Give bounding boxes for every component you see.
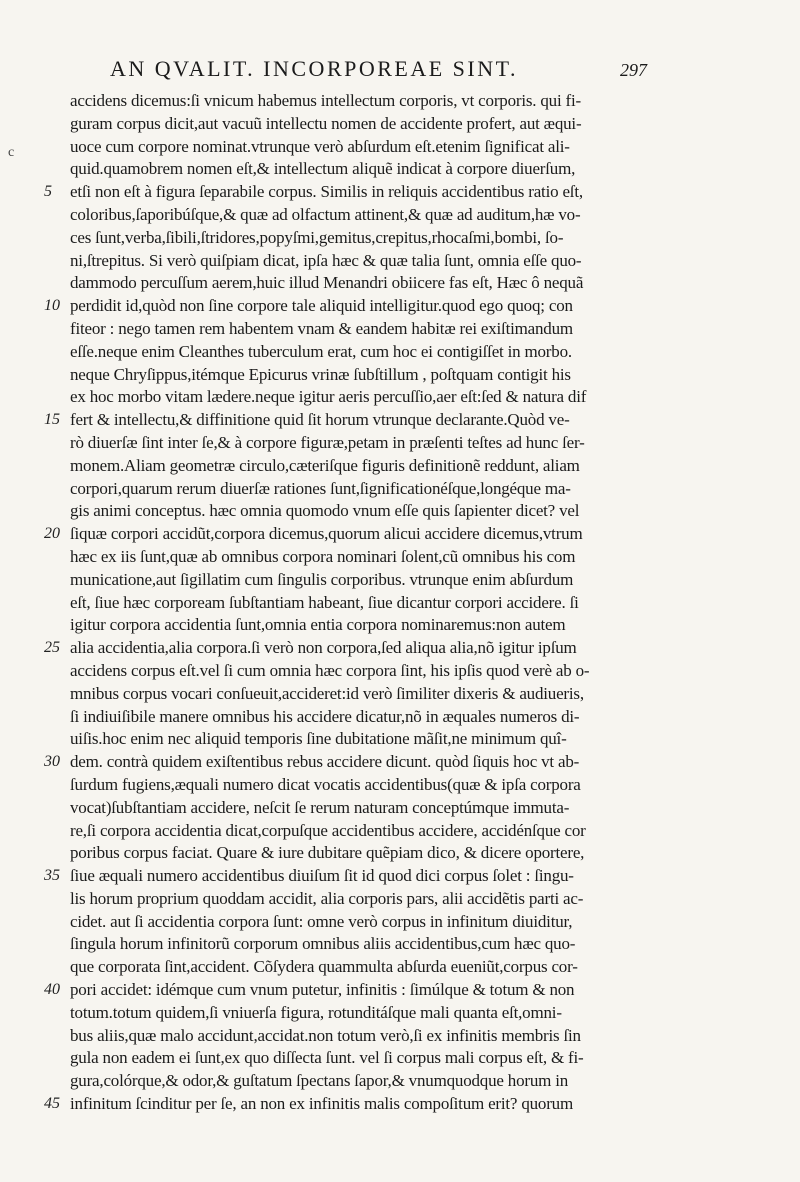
text-line: ces ſunt,verba,ſibili,ſtridores,popyſmi,gemitus,crepitus,rhocaſmi,bombi, ſo- xyxy=(70,227,564,247)
text-line: quid.quamobrem nomen eſt,& intellectum aliquẽ indicat à corpore diuerſum, xyxy=(70,159,576,179)
text-line: lis horum proprium quoddam accidit, alia corporis pars, alii accidẽtis parti ac- xyxy=(70,888,584,908)
text-line: coloribus,ſaporibúſque,& quæ ad olfactum attinent,& quæ ad auditum,hæ vo- xyxy=(70,204,581,224)
text-line: uiſis.hoc enim nec aliquid temporis ſine dubitatione mãſit,ne minimum quî- xyxy=(70,729,567,749)
margin-mark: c xyxy=(8,145,15,160)
line-number: 40 xyxy=(44,981,60,998)
line-number: 45 xyxy=(44,1095,60,1112)
text-line: bus aliis,quæ malo accidunt,accidat.non totum verò,ſi ex infinitis membris ſin xyxy=(70,1025,581,1045)
text-line: que corporata ſint,accident. Cõſydera quammulta abſurda eueniũt,corpus cor- xyxy=(70,957,578,977)
line-number: 15 xyxy=(44,411,60,428)
text-line: vocat)ſubſtantiam accidere, neſcit ſe rerum naturam conceptúmque immuta- xyxy=(70,797,570,817)
text-line: monem.Aliam geometræ circulo,cæteriſque figuris definitionẽ reddunt, aliam xyxy=(70,455,580,475)
body-text xyxy=(70,90,650,1116)
text-line: igitur corpora accidentia ſunt,omnia entia corpora nominaremus:non autem xyxy=(70,615,566,635)
text-line: dem. contrà quidem exiſtentibus rebus accidere dicunt. quòd ſiquis hoc vt ab- xyxy=(70,752,580,772)
text-line: ni,ſtrepitus. Si verò quiſpiam dicat, ipſa hæc & quæ talia ſunt, omnia eſſe quo- xyxy=(70,250,582,270)
text-line: alia accidentia,alia corpora.ſi verò non corpora,ſed aliqua alia,nõ igitur ipſum xyxy=(70,638,577,658)
text-line: ſurdum fugiens,æquali numero dicat vocatis accidentibus(quæ & ipſa corpora xyxy=(70,774,581,794)
line-number: 25 xyxy=(44,639,60,656)
text-line: ſiquæ corpori accidũt,corpora dicemus,quorum alicui accidere dicemus,vtrum xyxy=(70,524,583,544)
text-line: etſi non eſt à figura ſeparabile corpus. Similis in reliquis accidentibus ratio eſt, xyxy=(70,182,583,202)
text-line: fert & intellectu,& diffinitione quid ſit horum vtrunque declarante.Quòd ve- xyxy=(70,410,570,430)
text-line: mnibus corpus vocari conſueuit,accideret:id verò ſimiliter dixeris & audiueris, xyxy=(70,683,584,703)
text-line: ſingula horum infinitorũ corporum omnibus aliis accidentibus,cum hæc quo- xyxy=(70,934,576,954)
text-line: ex hoc morbo vitam lædere.neque igitur aeris percuſſio,aer eſt:ſed & natura dif xyxy=(70,387,587,407)
text-line: accidens dicemus:ſi vnicum habemus intellectum corporis, vt corporis. qui fi- xyxy=(70,91,581,110)
text-line: gis animi conceptus. hæc omnia quomodo vnum eſſe quis ſapienter dicet? vel xyxy=(70,501,580,521)
text-line: re,ſi corpora accidentia dicat,corpuſque accidentibus accidere, accidénſque cor xyxy=(70,820,586,840)
text-line: hæc ex iis ſunt,quæ ab omnibus corpora nominari ſolent,cũ omnibus his com xyxy=(70,546,576,566)
text-line: fiteor : nego tamen rem habentem vnam & eandem habitæ rei exiſtimandum xyxy=(70,318,573,338)
text-line: perdidit id,quòd non ſine corpore tale aliquid intelligitur.quod ego quoq; con xyxy=(70,296,573,316)
text-line: uoce cum corpore nominat.vtrunque verò abſurdum eſt.etenim ſignificat ali- xyxy=(70,136,570,156)
text-line: ſi indiuiſibile manere omnibus his accidere dicatur,nõ in æquales numeros di- xyxy=(70,706,580,726)
text-line: dammodo percuſſum aerem,huic illud Menandri obiicere fas eſt, Hæc ô nequã xyxy=(70,273,584,293)
text-line: cidet. aut ſi accidentia corpora ſunt: omne verò corpus in infinitum diuiditur, xyxy=(70,911,573,931)
text-line: totum.totum quidem,ſi vniuerſa figura, rotunditáſque mali quanta eſt,omni- xyxy=(70,1002,562,1022)
text-line: pori accidet: idémque cum vnum putetur, infinitis : ſimúlque & totum & non xyxy=(70,980,575,1000)
text-line: gula non eadem ei ſunt,ex quo diſſecta ſunt. vel ſi corpus mali corpus eſt, & fi- xyxy=(70,1048,584,1068)
running-title: AN QVALIT. INCORPOREAE SINT. xyxy=(110,56,518,81)
text-line: accidens corpus eſt.vel ſi cum omnia hæc corpora ſint, his ipſis quod verè ab o- xyxy=(70,660,590,680)
text-line: guram corpus dicit,aut vacuũ intellectu nomen de accidente profert, aut æqui- xyxy=(70,113,582,133)
text-line: poribus corpus faciat. Quare & iure dubitare quẽpiam dico, & dicere oportere, xyxy=(70,843,585,863)
text-line: neque Chryſippus,itémque Epicurus vrinæ ſubſtillum , poſtquam contigit his xyxy=(70,364,571,384)
text-line: gura,colórque,& odor,& guſtatum ſpectans ſapor,& vnumquodque horum in xyxy=(70,1071,569,1091)
line-number: 10 xyxy=(44,297,60,314)
text-line: ſiue æquali numero accidentibus diuiſum ſit id quod dici corpus ſolet : ſingu- xyxy=(70,866,574,886)
text-line: eſſe.neque enim Cleanthes tuberculum erat, cum hoc ei contigiſſet in morbo. xyxy=(70,341,572,361)
line-number: 20 xyxy=(44,525,60,542)
page-number: 297 xyxy=(620,60,647,80)
text-line: eſt, ſiue hæc corpoream ſubſtantiam habeant, ſiue dicantur corpori accidere. ſi xyxy=(70,592,579,612)
text-line: corpori,quarum rerum diuerſæ rationes ſunt,ſignificationéſque,longéque ma- xyxy=(70,478,571,498)
line-number: 5 xyxy=(44,183,52,200)
text-line: municatione,aut ſigillatim cum ſingulis corporibus. vtrunque enim abſurdum xyxy=(70,569,574,589)
line-number: 30 xyxy=(44,753,60,770)
line-number: 35 xyxy=(44,867,60,884)
text-line: rò diuerſæ ſint inter ſe,& à corpore figuræ,petam in præſenti teſtes ad hunc ſer- xyxy=(70,432,585,452)
text-line: infinitum ſcinditur per ſe, an non ex infinitis malis compoſitum erit? quorum xyxy=(70,1094,574,1114)
